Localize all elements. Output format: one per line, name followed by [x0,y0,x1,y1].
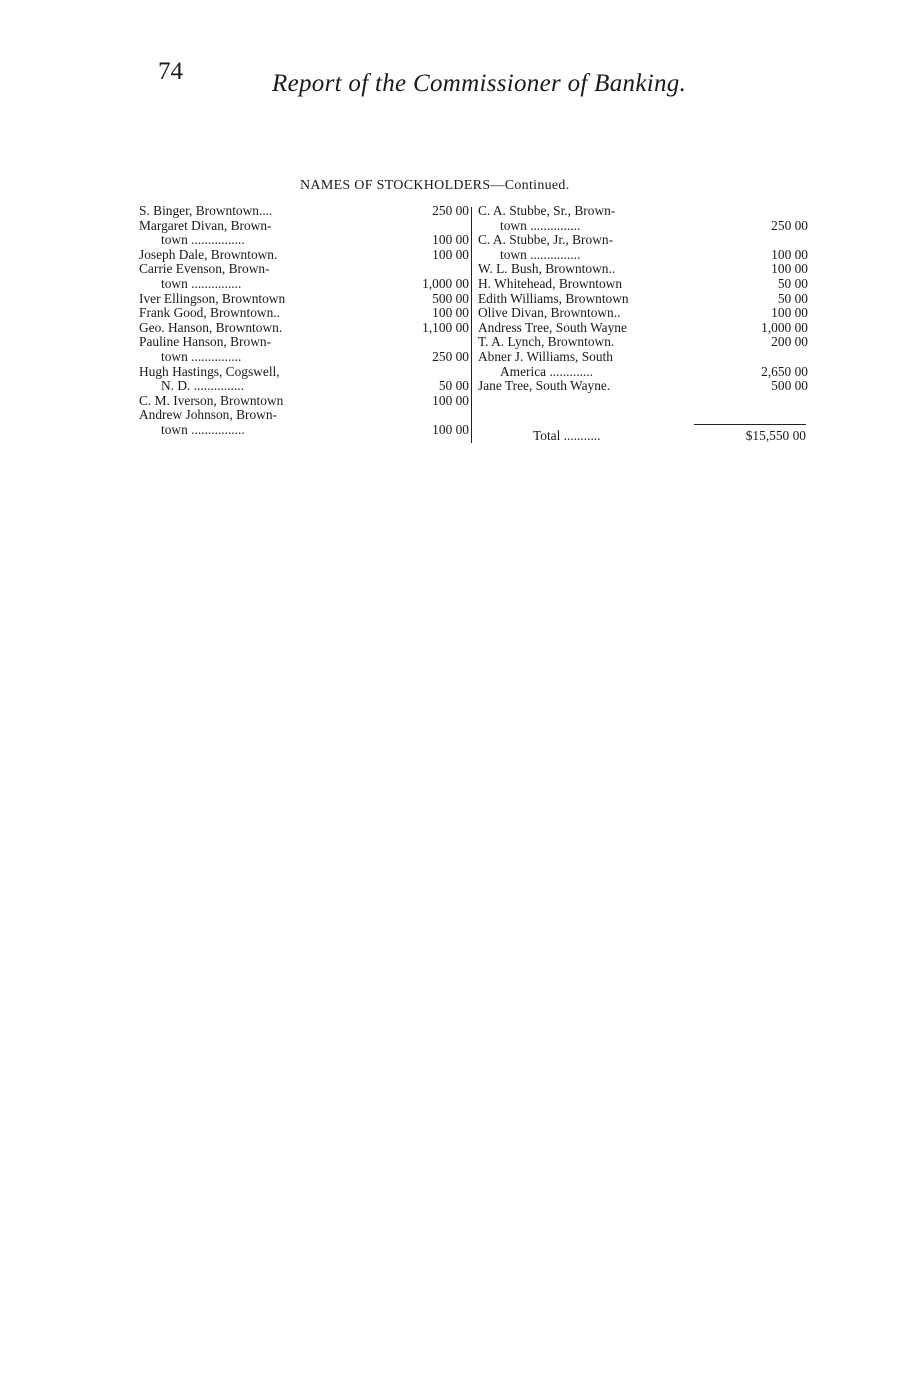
stockholder-entry [478,233,808,262]
stockholder-name-line: Edith Williams, Browntown [478,290,629,306]
stockholder-name-line: Jane Tree, South Wayne. [478,378,611,394]
total-amount: $15,550 00 [745,428,806,443]
stockholder-amount: 100 00 [432,421,469,437]
stockholder-name [139,204,399,219]
stockholder-amount: 1,100 00 [422,319,469,335]
stockholder-entry [139,365,469,394]
stockholder-entry [139,335,469,364]
stockholder-entry [478,277,808,292]
stockholder-name-continuation: town ................ [161,232,245,248]
stockholder-amount: 100 00 [432,232,469,248]
stockholder-name [478,262,698,277]
stockholder-amount: 2,650 00 [761,363,808,379]
stockholder-name [139,248,399,263]
stockholder-name [478,379,698,394]
stockholder-name-line: H. Whitehead, Browntown [478,275,623,291]
stockholder-name-line: Abner J. Williams, South [478,348,613,364]
stockholder-name-line: C. A. Stubbe, Jr., Brown- [478,232,614,248]
stockholder-name [139,408,399,437]
stockholder-name [478,204,698,233]
stockholder-name-continuation: town ............... [161,275,242,291]
stockholder-entry [478,350,808,379]
stockholder-amount: 200 00 [771,334,808,350]
stockholder-amount: 50 00 [438,378,469,394]
stockholder-name [139,219,399,248]
stockholder-amount: 1,000 00 [761,319,808,335]
stockholder-name-line: Joseph Dale, Browntown. [139,246,278,262]
stockholder-amount: 50 00 [777,275,808,291]
stockholder-name [139,365,399,394]
stockholder-name-line: Pauline Hanson, Brown- [139,334,272,350]
stockholder-name [478,350,698,379]
stockholder-entry [139,394,469,409]
stockholder-entry [139,248,469,263]
stockholder-name-continuation: N. D. ............... [161,378,244,394]
stockholder-name-line: T. A. Lynch, Browntown. [478,334,615,350]
stockholder-name-line: S. Binger, Browntown.... [139,203,273,218]
stockholder-entry [139,408,469,437]
stockholder-name [478,321,698,336]
stockholder-entry [478,306,808,321]
stockholder-amount: 100 00 [432,305,469,321]
stockholder-entry [478,204,808,233]
stockholder-name-line: C. A. Stubbe, Sr., Brown- [478,203,616,218]
stockholder-name [478,306,698,321]
stockholder-name [139,321,399,336]
stockholder-name-continuation: town ............... [161,348,242,364]
stockholder-name-line: Andress Tree, South Wayne [478,319,627,335]
stockholder-name [139,335,399,364]
column-divider [471,207,472,443]
stockholder-entry [139,219,469,248]
stockholder-name [139,262,399,291]
total-label: Total ........... [533,428,601,443]
stockholder-name-line: Carrie Evenson, Brown- [139,261,270,277]
stockholder-amount: 50 00 [777,290,808,306]
stockholder-amount: 250 00 [771,217,808,233]
stockholder-entry [478,321,808,336]
stockholder-name [478,233,698,262]
stockholder-amount: 500 00 [771,378,808,394]
stockholder-name-line: Margaret Divan, Brown- [139,217,272,233]
stockholder-entry [478,262,808,277]
stockholder-name [478,335,698,350]
stockholder-name-line: Olive Divan, Browntown.. [478,305,621,321]
stockholder-name-line: Andrew Johnson, Brown- [139,407,277,423]
stockholder-name-continuation: America ............. [500,363,593,379]
running-title: Report of the Commissioner of Banking. [272,70,687,97]
stockholder-entry [139,262,469,291]
stockholder-entry [478,292,808,307]
stockholder-name-line: Frank Good, Browntown.. [139,305,280,321]
stockholder-name [478,292,698,307]
stockholder-amount: 250 00 [432,203,469,218]
stockholder-amount: 250 00 [432,348,469,364]
stockholder-amount: 100 00 [771,246,808,262]
stockholder-entry [139,306,469,321]
page-number: 74 [158,58,183,85]
stockholders-right-column [478,204,808,394]
stockholder-name-line: Hugh Hastings, Cogswell, [139,363,280,379]
total-rule [694,424,806,425]
stockholder-amount: 1,000 00 [422,275,469,291]
stockholders-left-column [139,204,469,438]
stockholder-name [478,277,698,292]
stockholder-name-line: Geo. Hanson, Browntown. [139,319,283,335]
stockholder-amount: 500 00 [432,290,469,306]
stockholder-name-continuation: town ............... [500,246,581,262]
stockholder-name-continuation: town ................ [161,421,245,437]
stockholder-name-line: W. L. Bush, Browntown.. [478,261,616,277]
stockholder-entry [139,204,469,219]
stockholder-amount: 100 00 [432,246,469,262]
stockholder-name-line: C. M. Iverson, Browntown [139,392,284,408]
stockholder-entry [478,335,808,350]
section-title: NAMES OF STOCKHOLDERS—Continued. [300,178,570,193]
stockholder-entry [139,292,469,307]
stockholder-amount: 100 00 [432,392,469,408]
stockholder-entry [139,321,469,336]
stockholder-name-continuation: town ............... [500,217,581,233]
stockholder-amount: 100 00 [771,305,808,321]
stockholder-name [139,292,399,307]
stockholder-entry [478,379,808,394]
stockholder-name [139,306,399,321]
total-row [533,428,806,444]
stockholder-name-line: Iver Ellingson, Browntown [139,290,286,306]
stockholder-name [139,394,399,409]
stockholder-amount: 100 00 [771,261,808,277]
